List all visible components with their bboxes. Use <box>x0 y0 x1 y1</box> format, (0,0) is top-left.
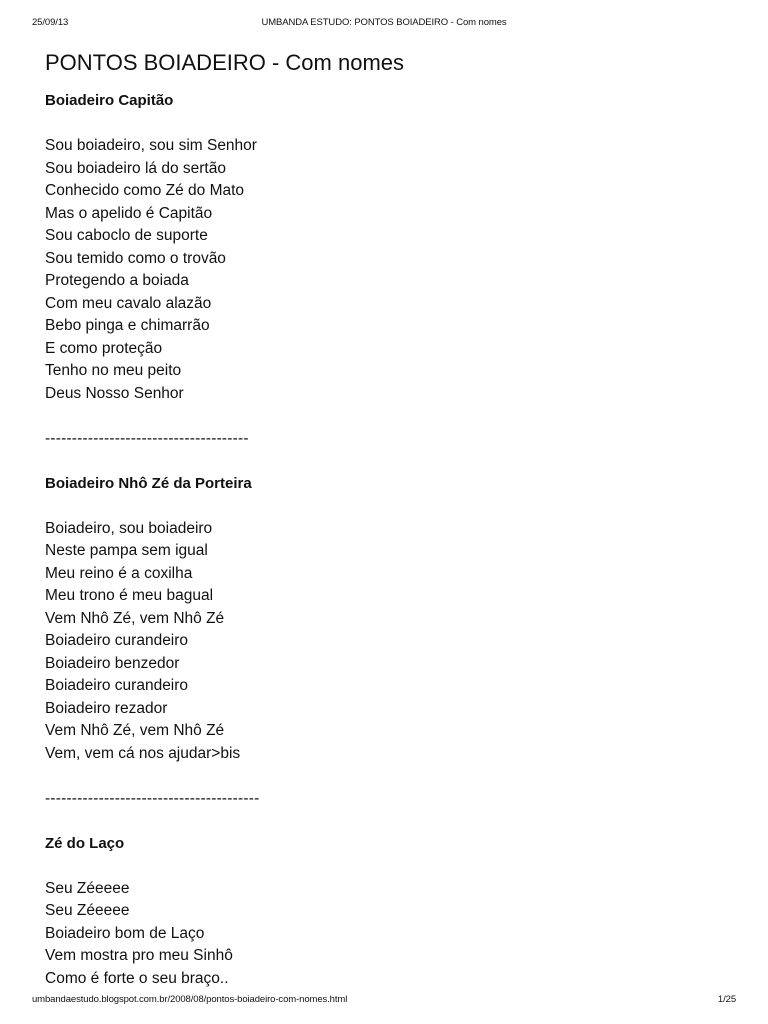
lyric-line: Seu Zéeeee <box>45 879 130 897</box>
page-title: PONTOS BOIADEIRO - Com nomes <box>45 50 405 75</box>
document-body <box>45 90 725 990</box>
blank-line <box>45 855 725 878</box>
source-url: umbandaestudo.blogspot.com.br/2008/08/pontos-boiadeiro-com-nomes.html <box>32 994 348 1005</box>
lyric-line: Conhecido como Zé do Mato <box>45 182 245 199</box>
section-heading: Zé do Laço <box>45 834 125 852</box>
lyric-line: Mas o apelido é Capitão <box>45 204 213 222</box>
lyric-line: Meu reino é a coxilha <box>45 564 193 582</box>
section-boiadeiro-capitao <box>45 90 725 473</box>
lyric-line: Sou boiadeiro lá do sertão <box>45 159 226 177</box>
lyric-line: Boiadeiro curandeiro <box>45 632 189 649</box>
lyric-line: Deus Nosso Senhor <box>45 384 184 402</box>
page-indicator: 1/25 <box>717 994 736 1005</box>
lyric-line: Vem, vem cá nos ajudar>bis <box>45 744 241 762</box>
lyric-line: E como proteção <box>45 339 163 357</box>
blank-line <box>45 113 725 136</box>
lyric-line: Vem Nhô Zé, vem Nhô Zé <box>45 609 225 627</box>
blank-line <box>45 765 725 788</box>
section-heading: Boiadeiro Nhô Zé da Porteira <box>45 474 252 492</box>
lyric-line: Boiadeiro rezador <box>45 699 168 717</box>
lyric-line: Meu trono é meu bagual <box>45 587 214 604</box>
lyric-line: Boiadeiro benzedor <box>45 654 180 672</box>
lyric-line: Boiadeiro curandeiro <box>45 677 189 694</box>
section-boiadeiro-nho-ze <box>45 473 725 833</box>
section-heading: Boiadeiro Capitão <box>45 92 174 109</box>
lyric-line: Sou temido como o trovão <box>45 249 226 267</box>
blank-line <box>45 495 725 518</box>
print-header-title: UMBANDA ESTUDO: PONTOS BOIADEIRO - Com nomes <box>261 17 507 28</box>
lyric-line: Boiadeiro bom de Laço <box>45 924 205 942</box>
lyric-line: Sou boiadeiro, sou sim Senhor <box>45 137 257 154</box>
lyric-line: Vem mostra pro meu Sinhô <box>45 947 233 964</box>
lyric-line: Protegendo a boiada <box>45 272 189 289</box>
lyric-line: Vem Nhô Zé, vem Nhô Zé <box>45 722 225 739</box>
print-date: 25/09/13 <box>32 17 69 28</box>
section-separator: -------------------------------------- <box>45 429 249 447</box>
section-ze-do-laco <box>45 833 725 991</box>
print-footer <box>32 994 736 1008</box>
print-header <box>32 17 736 31</box>
lyric-line: Seu Zéeeee <box>45 902 130 919</box>
lyric-line: Neste pampa sem igual <box>45 542 208 559</box>
lyric-line: Com meu cavalo alazão <box>45 294 212 312</box>
blank-line <box>45 405 725 428</box>
lyric-line: Como é forte o seu braço.. <box>45 969 229 987</box>
blank-line <box>45 450 725 473</box>
blank-line <box>45 810 725 833</box>
lyric-line: Tenho no meu peito <box>45 362 182 379</box>
lyric-line: Boiadeiro, sou boiadeiro <box>45 519 213 537</box>
lyric-line: Bebo pinga e chimarrão <box>45 317 210 334</box>
section-separator: ---------------------------------------- <box>45 789 260 807</box>
lyric-line: Sou caboclo de suporte <box>45 227 208 244</box>
